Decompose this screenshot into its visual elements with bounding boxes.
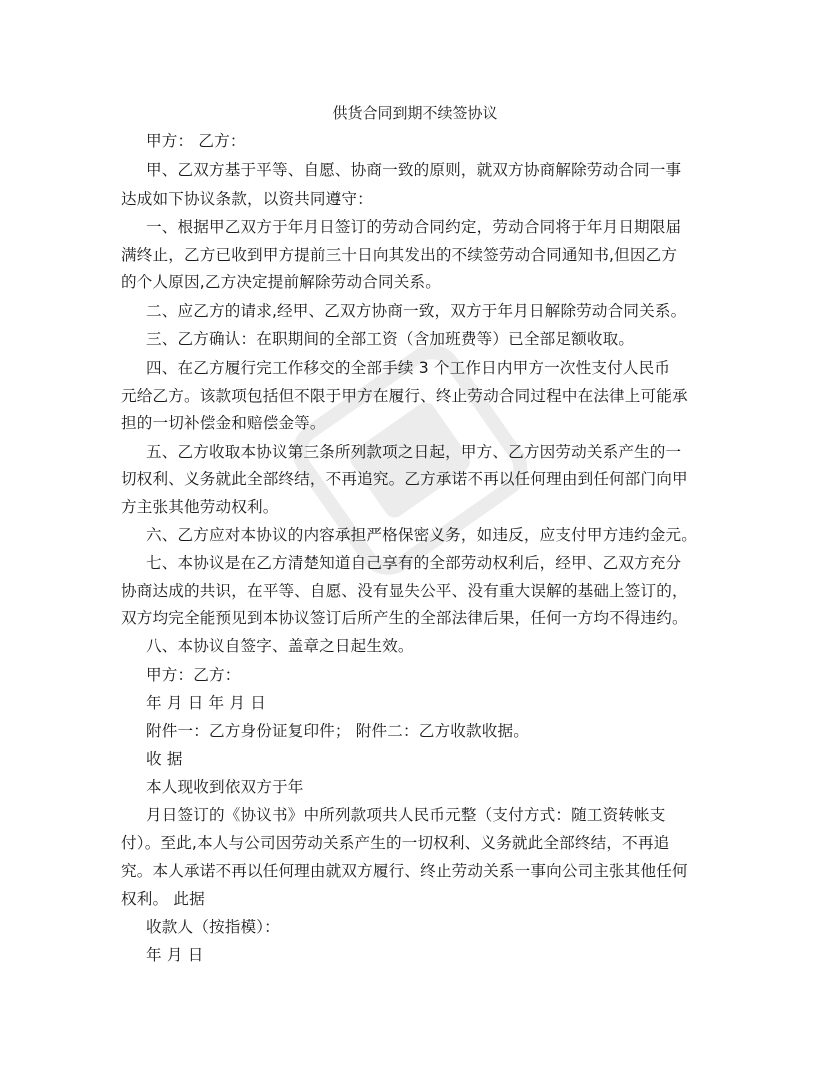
clause-5-line-1: 五、乙方收取本协议第三条所列款项之日起，甲方、乙方因劳动关系产生的一 (146, 443, 682, 461)
preamble-line-1: 甲、乙双方基于平等、自愿、协商一致的原则，就双方协商解除劳动合同一事 (146, 161, 682, 179)
attachments: 附件一：乙方身份证复印件； 附件二：乙方收款收据。 (146, 722, 529, 740)
payee-date: 年 月 日 (146, 946, 204, 964)
clause-5-line-2: 切权利、义务就此全部终结，不再追究。乙方承诺不再以任何理由到任何部门向甲 (121, 470, 688, 488)
clause-5-line-3: 方主张其他劳动权利。 (121, 498, 279, 516)
clause-1-line-3: 的个人原因,乙方决定提前解除劳动合同关系。 (121, 273, 441, 291)
clause-4-line-1: 四、在乙方履行完工作移交的全部手续 3 个工作日内甲方一次性支付人民币 (146, 359, 671, 377)
clause-2: 二、应乙方的请求,经甲、乙双方协商一致，双方于年月日解除劳动合同关系。 (146, 302, 687, 320)
clause-4-line-3: 担的一切补偿金和赔偿金等。 (121, 414, 326, 432)
receipt-line-3: 付）。至此,本人与公司因劳动关系产生的一切权利、义务就此全部终结，不再追 (121, 834, 670, 852)
preamble-line-2: 达成如下协议条款，以资共同遵守： (121, 190, 373, 208)
clause-6: 六、乙方应对本协议的内容承担严格保密义务，如违反，应支付甲方违约金元。 (146, 526, 698, 544)
payee-signature: 收款人（按指模）： (146, 918, 280, 936)
clause-7-line-1: 七、本协议是在乙方清楚知道自己享有的全部劳动权利后，经甲、乙双方充分 (146, 554, 682, 572)
signature-dates: 年 月 日 年 月 日 (146, 694, 266, 712)
clause-7-line-2: 协商达成的共识，在平等、自愿、没有显失公平、没有重大误解的基础上签订的， (121, 582, 688, 600)
document-title: 供货合同到期不续签协议 (332, 104, 498, 122)
signature-parties: 甲方：乙方： (146, 666, 241, 684)
clause-1-line-2: 满终止，乙方已收到甲方提前三十日向其发出的不续签劳动合同通知书,但因乙方 (121, 246, 678, 264)
receipt-line-5: 权利。 此据 (121, 890, 205, 908)
receipt-line-2: 月日签订的《协议书》中所列款项共人民币元整（支付方式：随工资转帐支 (146, 806, 666, 824)
receipt-line-4: 究。本人承诺不再以任何理由就双方履行、终止劳动关系一事向公司主张其他任何 (121, 862, 688, 880)
party-line: 甲方： 乙方： (146, 132, 246, 150)
clause-7-line-3: 双方均完全能预见到本协议签订后所产生的全部法律后果，任何一方均不得违约。 (121, 609, 688, 627)
clause-8: 八、本协议自签字、盖章之日起生效。 (146, 637, 414, 655)
receipt-heading: 收 据 (146, 750, 183, 768)
receipt-line-1: 本人现收到依双方于年 (146, 778, 304, 796)
clause-3: 三、乙方确认：在职期间的全部工资（含加班费等）已全部足额收取。 (146, 330, 635, 348)
clause-1-line-1: 一、根据甲乙双方于年月日签订的劳动合同约定，劳动合同将于年月日期限届 (146, 218, 682, 236)
clause-4-line-2: 元给乙方。该款项包括但不限于甲方在履行、终止劳动合同过程中在法律上可能承 (121, 387, 688, 405)
